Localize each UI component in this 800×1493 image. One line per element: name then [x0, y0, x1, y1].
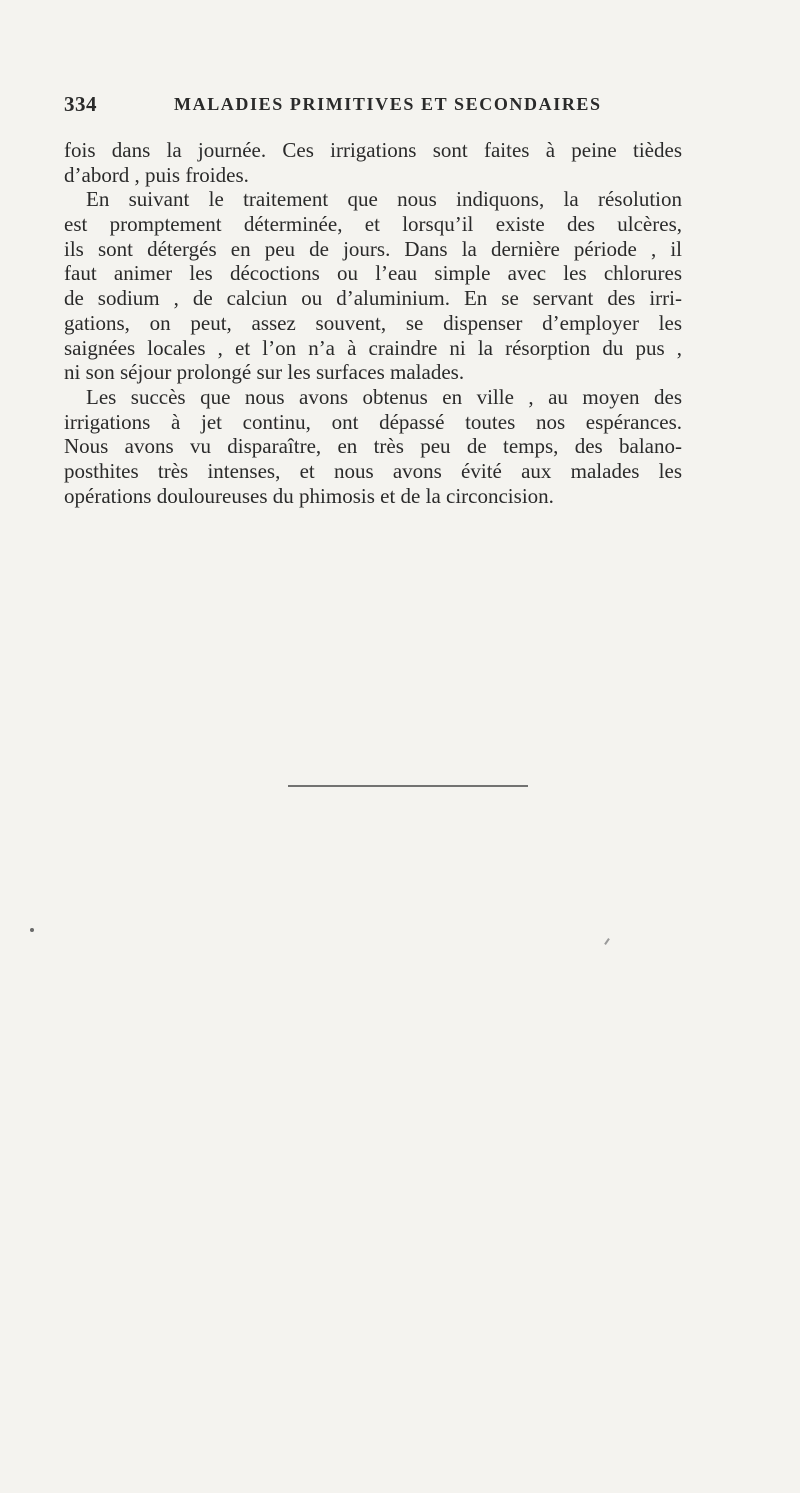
- section-divider: [288, 785, 528, 787]
- text-line: posthites très intenses, et nous avons évité aux malades les: [64, 458, 682, 483]
- text-line: irrigations à jet continu, ont dépassé toutes nos espérances.: [64, 409, 682, 434]
- text-line: saignées locales , et l’on n’a à craindre ni la résorption du pus ,: [64, 335, 682, 360]
- text-line: d’abord , puis froides.: [64, 162, 249, 187]
- text-line: gations, on peut, assez souvent, se dispenser d’employer les: [64, 310, 682, 335]
- text-line: Les succès que nous avons obtenus en ville , au moyen des: [86, 384, 682, 409]
- text-line: En suivant le traitement que nous indiquons, la résolution: [86, 187, 682, 212]
- text-line: fois dans la journée. Ces irrigations sont faites à peine tièdes: [64, 138, 682, 162]
- page-header: [64, 92, 684, 118]
- text-line: opérations douloureuses du phimosis et de la circoncision.: [64, 483, 554, 508]
- text-line: est promptement déterminée, et lorsqu’il existe des ulcères,: [64, 212, 682, 237]
- text-line: Nous avons vu disparaître, en très peu de temps, des balano-: [64, 434, 682, 459]
- ink-speck: [30, 928, 34, 932]
- running-head: MALADIES PRIMITIVES ET SECONDAIRES: [174, 94, 602, 114]
- text-line: de sodium , de calciun ou d’aluminium. En se servant des irri-: [64, 286, 682, 311]
- text-line: faut animer les décoctions ou l’eau simple avec les chlorures: [64, 261, 682, 286]
- text-line: ils sont détergés en peu de jours. Dans la dernière période , il: [64, 236, 682, 261]
- page-number: 334: [64, 92, 97, 116]
- text-line: ni son séjour prolongé sur les surfaces malades.: [64, 360, 465, 385]
- ink-speck: [604, 938, 610, 945]
- body-text: [64, 138, 682, 508]
